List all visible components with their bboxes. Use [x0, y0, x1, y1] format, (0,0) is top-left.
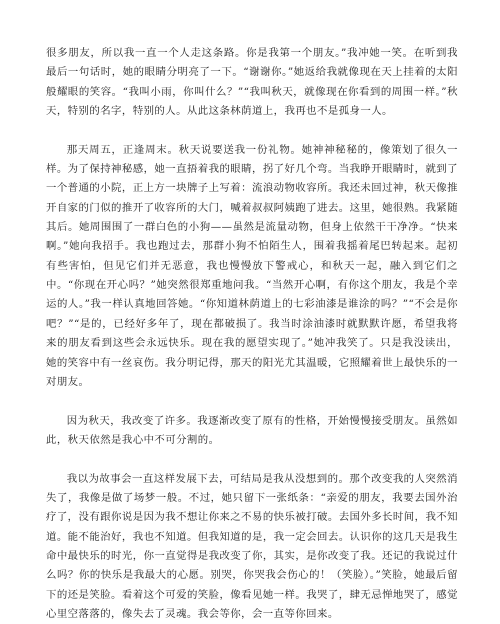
paragraph: 因为秋天，我改变了许多。我逐渐改变了原有的性格，开始慢慢接受朋友。虽然如此，秋天依然是我心中不可分割的。 — [46, 414, 458, 446]
paragraph: 我以为故事会一直这样发展下去，可结局是我从没想到的。那个改变我的人突然消失了，我像是做了场梦一般。不过，她只留下一张纸条：“亲爱的朋友，我要去国外治疗了，没有跟你说是因为我不想让你来之不易的快乐被打破。去国外多长时间，我不知道。能不能治好，我也不知道。但我知道的是，我一定会回去。认识你的这几天是我生命中最快乐的时光，你一直觉得是我改变了你，其实，是你改变了我。还记的我说过什么吗？你的快乐是我最大的心愿。别哭，你哭我会伤心的！（笑脸）。”笑脸，她最后留下的还是笑脸。看着这个可爱的笑脸，像看见她一样。我哭了，肆无忌惮地哭了，感觉心里空落落的，像失去了灵魂。我会等你，会一直等你回来。 — [46, 472, 458, 620]
paragraph: 很多朋友，所以我一直一个人走这条路。你是我第一个朋友。”我冲她一笑。在听到我最后一句话时，她的眼睛分明亮了一下。“谢谢你。”她返给我就像现在天上挂着的太阳般耀眼的笑容。“我叫小雨，你叫什么？”“我叫秋天，就像现在你看到的周围一样。”秋天，特别的名字，特别的人。从此这条林荫道上，我再也不是孤身一人。 — [46, 47, 458, 118]
document-body — [46, 44, 458, 624]
paragraph: 那天周五，正逢周末。秋天说要送我一份礼物。她神神秘秘的，像策划了很久一样。为了保持神秘感，她一直捂着我的眼睛，拐了好几个弯。当我睁开眼睛时，就到了一个普通的小院，正上方一块牌子上写着：流浪动物收容所。我还未回过神，秋天像推开自家的门似的推开了收容所的大门，喊着叔叔阿姨跑了进去。这里，她很熟。我紧随其后。她周围围了一群白色的小狗——虽然是流量动物，但身上依然干干净净。“快来啊。”她向我招手。我也跑过去，那群小狗不怕陌生人，围着我摇着尾巴转起来。起初有些害怕，但见它们并无恶意，我也慢慢放下警戒心，和秋天一起，融入到它们之中。“你现在开心吗？”她突然很郑重地问我。“当然开心啊，有你这个朋友，我是个幸运的人。”我一样认真地回答她。“你知道林荫道上的七彩油漆是谁涂的吗？”“不会是你吧？”“是的，已经好多年了，现在都破损了。我当时涂油漆时就默默许愿，希望我将来的朋友看到这些会永远快乐。现在我的愿望实现了。”她冲我笑了。只是我没读出，她的笑容中有一丝哀伤。我分明记得，那天的阳光尤其温暖，它照耀着世上最快乐的一对朋友。 — [46, 143, 458, 388]
